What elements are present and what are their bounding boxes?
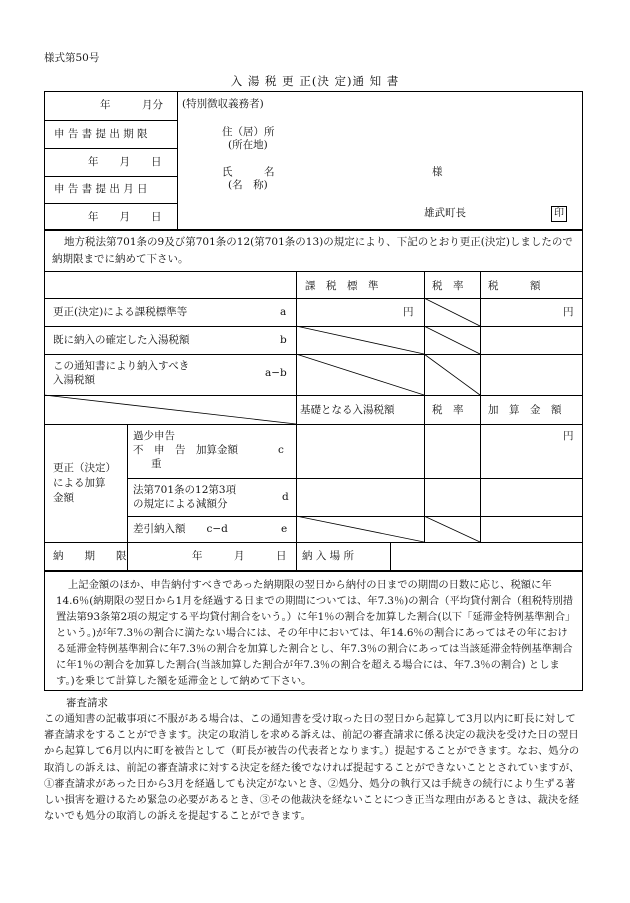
review-title: 審査請求 xyxy=(66,697,108,709)
review-body: この通知書の記載事項に不服がある場合は、この通知書を受け取った日の翌日から起算して3月以内に町長に対して審査請求をすることができます。決定の取消しを求める訴えは、前記の審査請求に係る決定の裁決を受けた日の翌日から起算して6月以内に町を被告として（町長が被告の代表者となります。）提起することができます。なお、処分の取消しの訴えは、前記の審査請求に対する決定を経た後でなければ提起することができないこととされていますが、①審査請求があった日から3月を経過しても決定がないとき、②処分、処分の執行又は手続きの続行により生ずる著しい損害を避けるため緊急の必要があるとき、③その他裁決を経ないことにつき正当な理由があるときは、裁決を経ないでも処分の取消しの訴えを提起することができます。 xyxy=(44,713,580,823)
collector-label: (特別徴収義務者) xyxy=(182,98,264,110)
delinquency-note: 上記金額のほか、申告納付すべきであった納期限の翌日から納付の日までの期間の日数に応じ、税額に年14.6％(納期限の翌日から1月を経過する日までの期間については、年7.3％)の割合（平均貸付割合（租税特別措置法第93条第2項の規定する平均貸付割合をいう。）に年1％の割合を加算した割合(以下「延滞金特例基準割合」という。)が年7.3％の割合に満たない場合には、その年中においては、年14.6％の割合にあってはその年における延滞金特例基準割合に年7.3％の割合を加算した割合とし、年7.3％の割合にあっては当該延滞金特例基準割合に年1％の割合を加算した割合(当該加算した割合が年7.3％の割合を超える場合には、年7.3％の割合) とします。)を乗じて計算した額を延滞金として納めて下さい。 xyxy=(56,579,576,687)
t1-row-b-label: 既に納入の確定した入湯税額 xyxy=(53,334,190,346)
t2-header-rate: 税 率 xyxy=(432,404,464,416)
t2-group-label-1: 更正（決定） xyxy=(53,462,116,474)
form-title: 入 湯 税 更 正(決 定)通 知 書 xyxy=(230,74,400,88)
t2-row-e-l1: 差引納入額 c−d xyxy=(133,523,228,535)
notice-text: 地方税法第701条の9及び第701条の12(第701条の13)の規定により、下記のとおり更正(決定)しましたので納期限までに納めて下さい。 xyxy=(52,236,573,265)
honorific: 様 xyxy=(432,166,443,178)
t2-header-addition: 加 算 金 額 xyxy=(488,404,562,416)
t2-row-c-l1: 過少申告 xyxy=(133,430,175,442)
due-label: 納 期 限 xyxy=(53,550,127,562)
address-sub-label: (所在地) xyxy=(228,139,268,151)
t2-row-d-code: d xyxy=(282,491,289,503)
deadline-date[interactable]: 年 月 日 xyxy=(88,156,162,168)
t2-row-e-code: e xyxy=(281,523,288,535)
name-label: 氏 名 xyxy=(222,166,275,178)
t2-row-d-l2: の規定による減額分 xyxy=(133,498,228,510)
address-label: 住（居）所 xyxy=(222,126,275,138)
t2-row-c-l3: 重 xyxy=(151,458,162,470)
t1-row-c-label1: この通知書により納入すべき xyxy=(53,360,190,372)
t2-group-label-3: 金額 xyxy=(53,492,74,504)
t1-row-c-label2: 入湯税額 xyxy=(53,374,95,386)
submit-label: 申 告 書 提 出 月 日 xyxy=(54,183,148,195)
t1-row-a-unit3: 円 xyxy=(563,306,574,318)
t1-row-a-unit1: 円 xyxy=(403,306,414,318)
t2-row-d-l1: 法第701条の12第3項 xyxy=(133,484,237,496)
due-date[interactable]: 年 月 日 xyxy=(192,550,287,562)
t2-row-c-unit: 円 xyxy=(563,430,574,442)
t1-header-rate: 税 率 xyxy=(432,280,464,292)
t1-row-a-code: a xyxy=(280,306,287,318)
name-sub-label: (名 称) xyxy=(228,179,268,191)
t1-header-tax: 税 額 xyxy=(488,280,541,292)
t2-row-c-l2: 不 申 告 加算金額 xyxy=(133,444,238,456)
t1-row-c-code: a−b xyxy=(265,367,287,379)
t2-group-label-2: による加算 xyxy=(53,477,106,489)
t1-row-a-label: 更正(決定)による課税標準等 xyxy=(53,306,188,318)
t2-header-base: 基礎となる入湯税額 xyxy=(300,404,395,416)
seal-mark: 印 xyxy=(551,206,567,222)
period-cell[interactable]: 年 月分 xyxy=(100,99,163,111)
t1-row-b-code: b xyxy=(280,334,287,346)
t1-header-base: 課 税 標 準 xyxy=(305,280,379,292)
t2-row-c-code: c xyxy=(278,444,284,456)
deadline-label: 申 告 書 提 出 期 限 xyxy=(54,128,148,140)
mayor-label: 雄武町長 xyxy=(424,207,466,219)
place-label: 納 入 場 所 xyxy=(302,550,355,562)
form-number: 様式第50号 xyxy=(44,52,100,64)
submit-date[interactable]: 年 月 日 xyxy=(88,211,162,223)
